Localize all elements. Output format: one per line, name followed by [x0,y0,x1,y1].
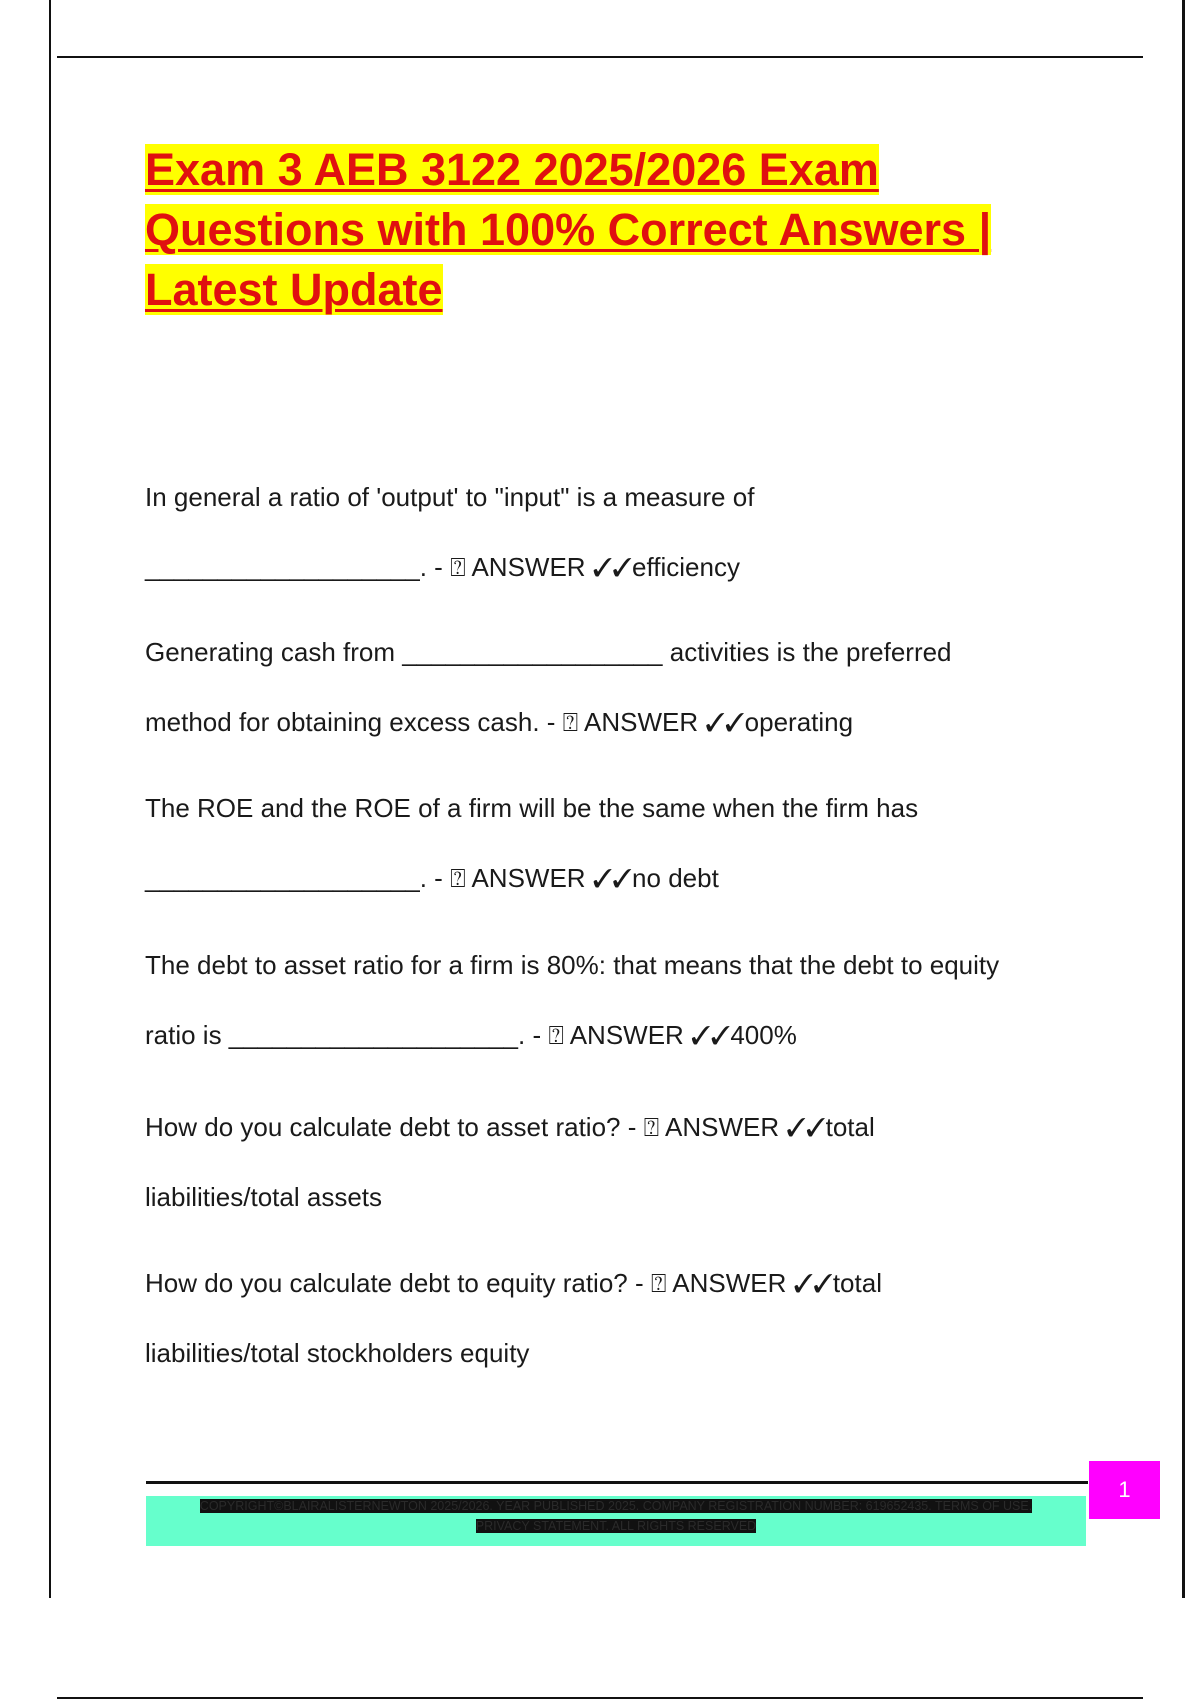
question-1-line-2: ___________________. - ⍰ ANSWER ✓✓efficiency [145,552,740,582]
question-1 [145,462,1105,602]
page-number-badge: 1 [1089,1461,1160,1519]
question-3-line-1: The ROE and the ROE of a firm will be the same when the firm has [145,793,919,823]
copyright-line-2: PRIVACY STATEMENT. ALL RIGHTS RESERVED [475,1519,757,1533]
question-3 [145,773,1105,913]
page-left-border [49,0,51,1598]
question-4-line-2: ratio is ____________________. - ⍰ ANSWER ✓✓400% [145,1020,797,1050]
question-5 [145,1092,1105,1232]
copyright-footer [146,1496,1086,1546]
question-2 [145,617,1105,757]
next-page-top-divider [57,1697,1143,1699]
question-1-line-1: In general a ratio of 'output' to "input" is a measure of [145,482,755,512]
page-right-border [1182,0,1185,1598]
footer-divider [146,1481,1088,1484]
header-divider [57,56,1143,58]
copyright-line-1: COPYRIGHT©BLAIRALISTERNEWTON 2025/2026. YEAR PUBLISHED 2025. COMPANY REGISTRATION NUMBER: 619652435. TERMS OF USE. [199,1499,1033,1513]
question-4-line-1: The debt to asset ratio for a firm is 80%: that means that the debt to equity [145,950,1000,980]
title-line-2: Questions with 100% Correct Answers | [145,204,992,255]
question-6 [145,1248,1105,1388]
question-6-line-1: How do you calculate debt to equity ratio? - ⍰ ANSWER ✓✓total [145,1268,882,1298]
title-line-3: Latest Update [145,264,443,315]
question-2-line-2: method for obtaining excess cash. - ⍰ ANSWER ✓✓operating [145,707,854,737]
question-6-line-2: liabilities/total stockholders equity [145,1338,530,1368]
question-3-line-2: ___________________. - ⍰ ANSWER ✓✓no debt [145,863,719,893]
question-2-line-1: Generating cash from __________________ activities is the preferred [145,637,952,667]
question-5-line-2: liabilities/total assets [145,1182,382,1212]
document-title [145,140,1105,320]
question-4 [145,930,1105,1070]
question-5-line-1: How do you calculate debt to asset ratio? - ⍰ ANSWER ✓✓total [145,1112,875,1142]
title-line-1: Exam 3 AEB 3122 2025/2026 Exam [145,144,879,195]
